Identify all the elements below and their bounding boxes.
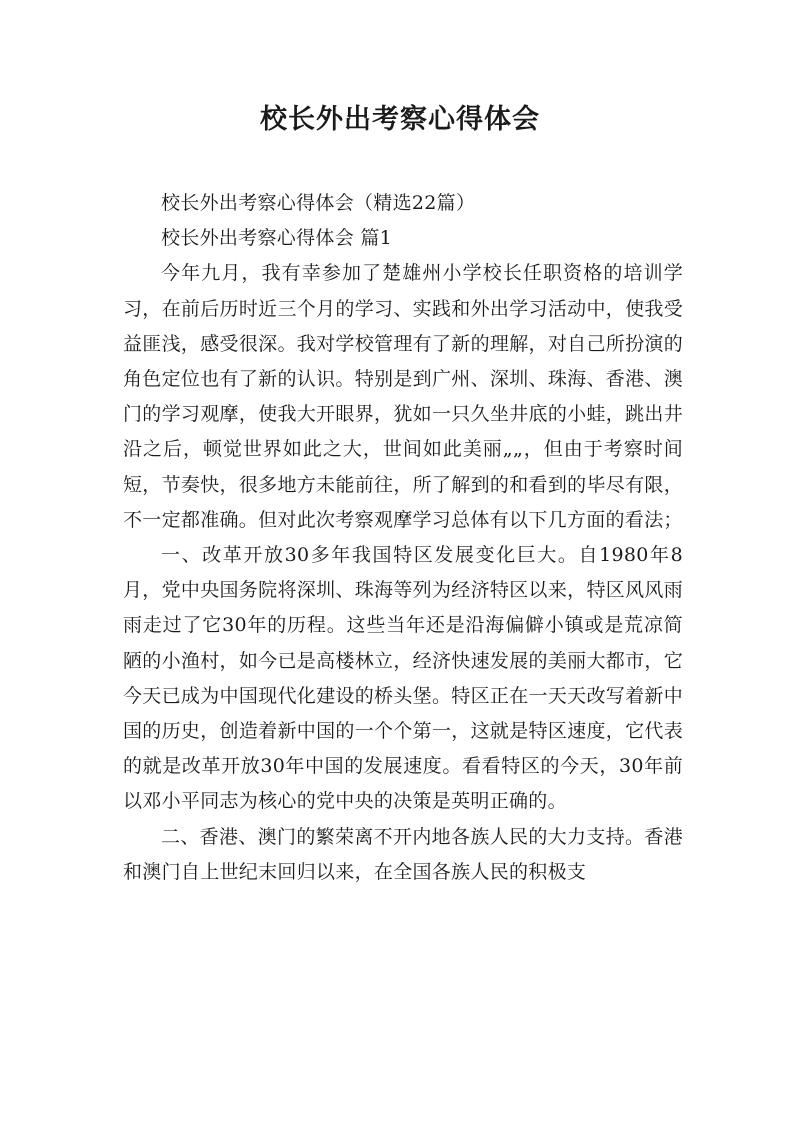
- document-title: 校长外出考察心得体会: [260, 104, 540, 135]
- body-paragraph: 今年九月，我有幸参加了楚雄州小学校长任职资格的培训学习，在前后历时近三个月的学习、实践和外出学习活动中，使我受益匪浅，感受很深。我对学校管理有了新的理解，对自己所扮演的角色定位也有了新的认识。特别是到广州、深圳、珠海、香港、澳门的学习观摩，使我大开眼界，犹如一只久坐井底的小蛙，跳出井沿之后，顿觉世界如此之大，世间如此美丽„„，但由于考察时间短，节奏快，很多地方未能前往，所了解到的和看到的毕尽有限，不一定都准确。但对此次考察观摩学习总体有以下几方面的看法；: [123, 262, 683, 531]
- body-paragraph: 二、香港、澳门的繁荣离不开内地各族人民的大力支持。香港和澳门自上世纪末回归以来，在全国各族人民的积极支: [123, 825, 683, 883]
- section-heading: 校长外出考察心得体会 篇1: [161, 227, 393, 250]
- body-paragraph: 一、改革开放30多年我国特区发展变化巨大。自1980年8月，党中央国务院将深圳、珠海等列为经济特区以来，特区风风雨雨走过了它30年的历程。这些当年还是沿海偏僻小镇或是荒凉简陋的小渔村，如今已是高楼林立，经济快速发展的美丽大都市，它今天已成为中国现代化建设的桥头堡。特区正在一天天改写着新中国的历史，创造着新中国的一个个第一，这就是特区速度，它代表的就是改革开放30年中国的发展速度。看看特区的今天，30年前以邓小平同志为核心的党中央的决策是英明正确的。: [123, 544, 683, 813]
- subtitle-paragraph: 校长外出考察心得体会（精选22篇）: [161, 192, 476, 214]
- document-body: [123, 186, 683, 890]
